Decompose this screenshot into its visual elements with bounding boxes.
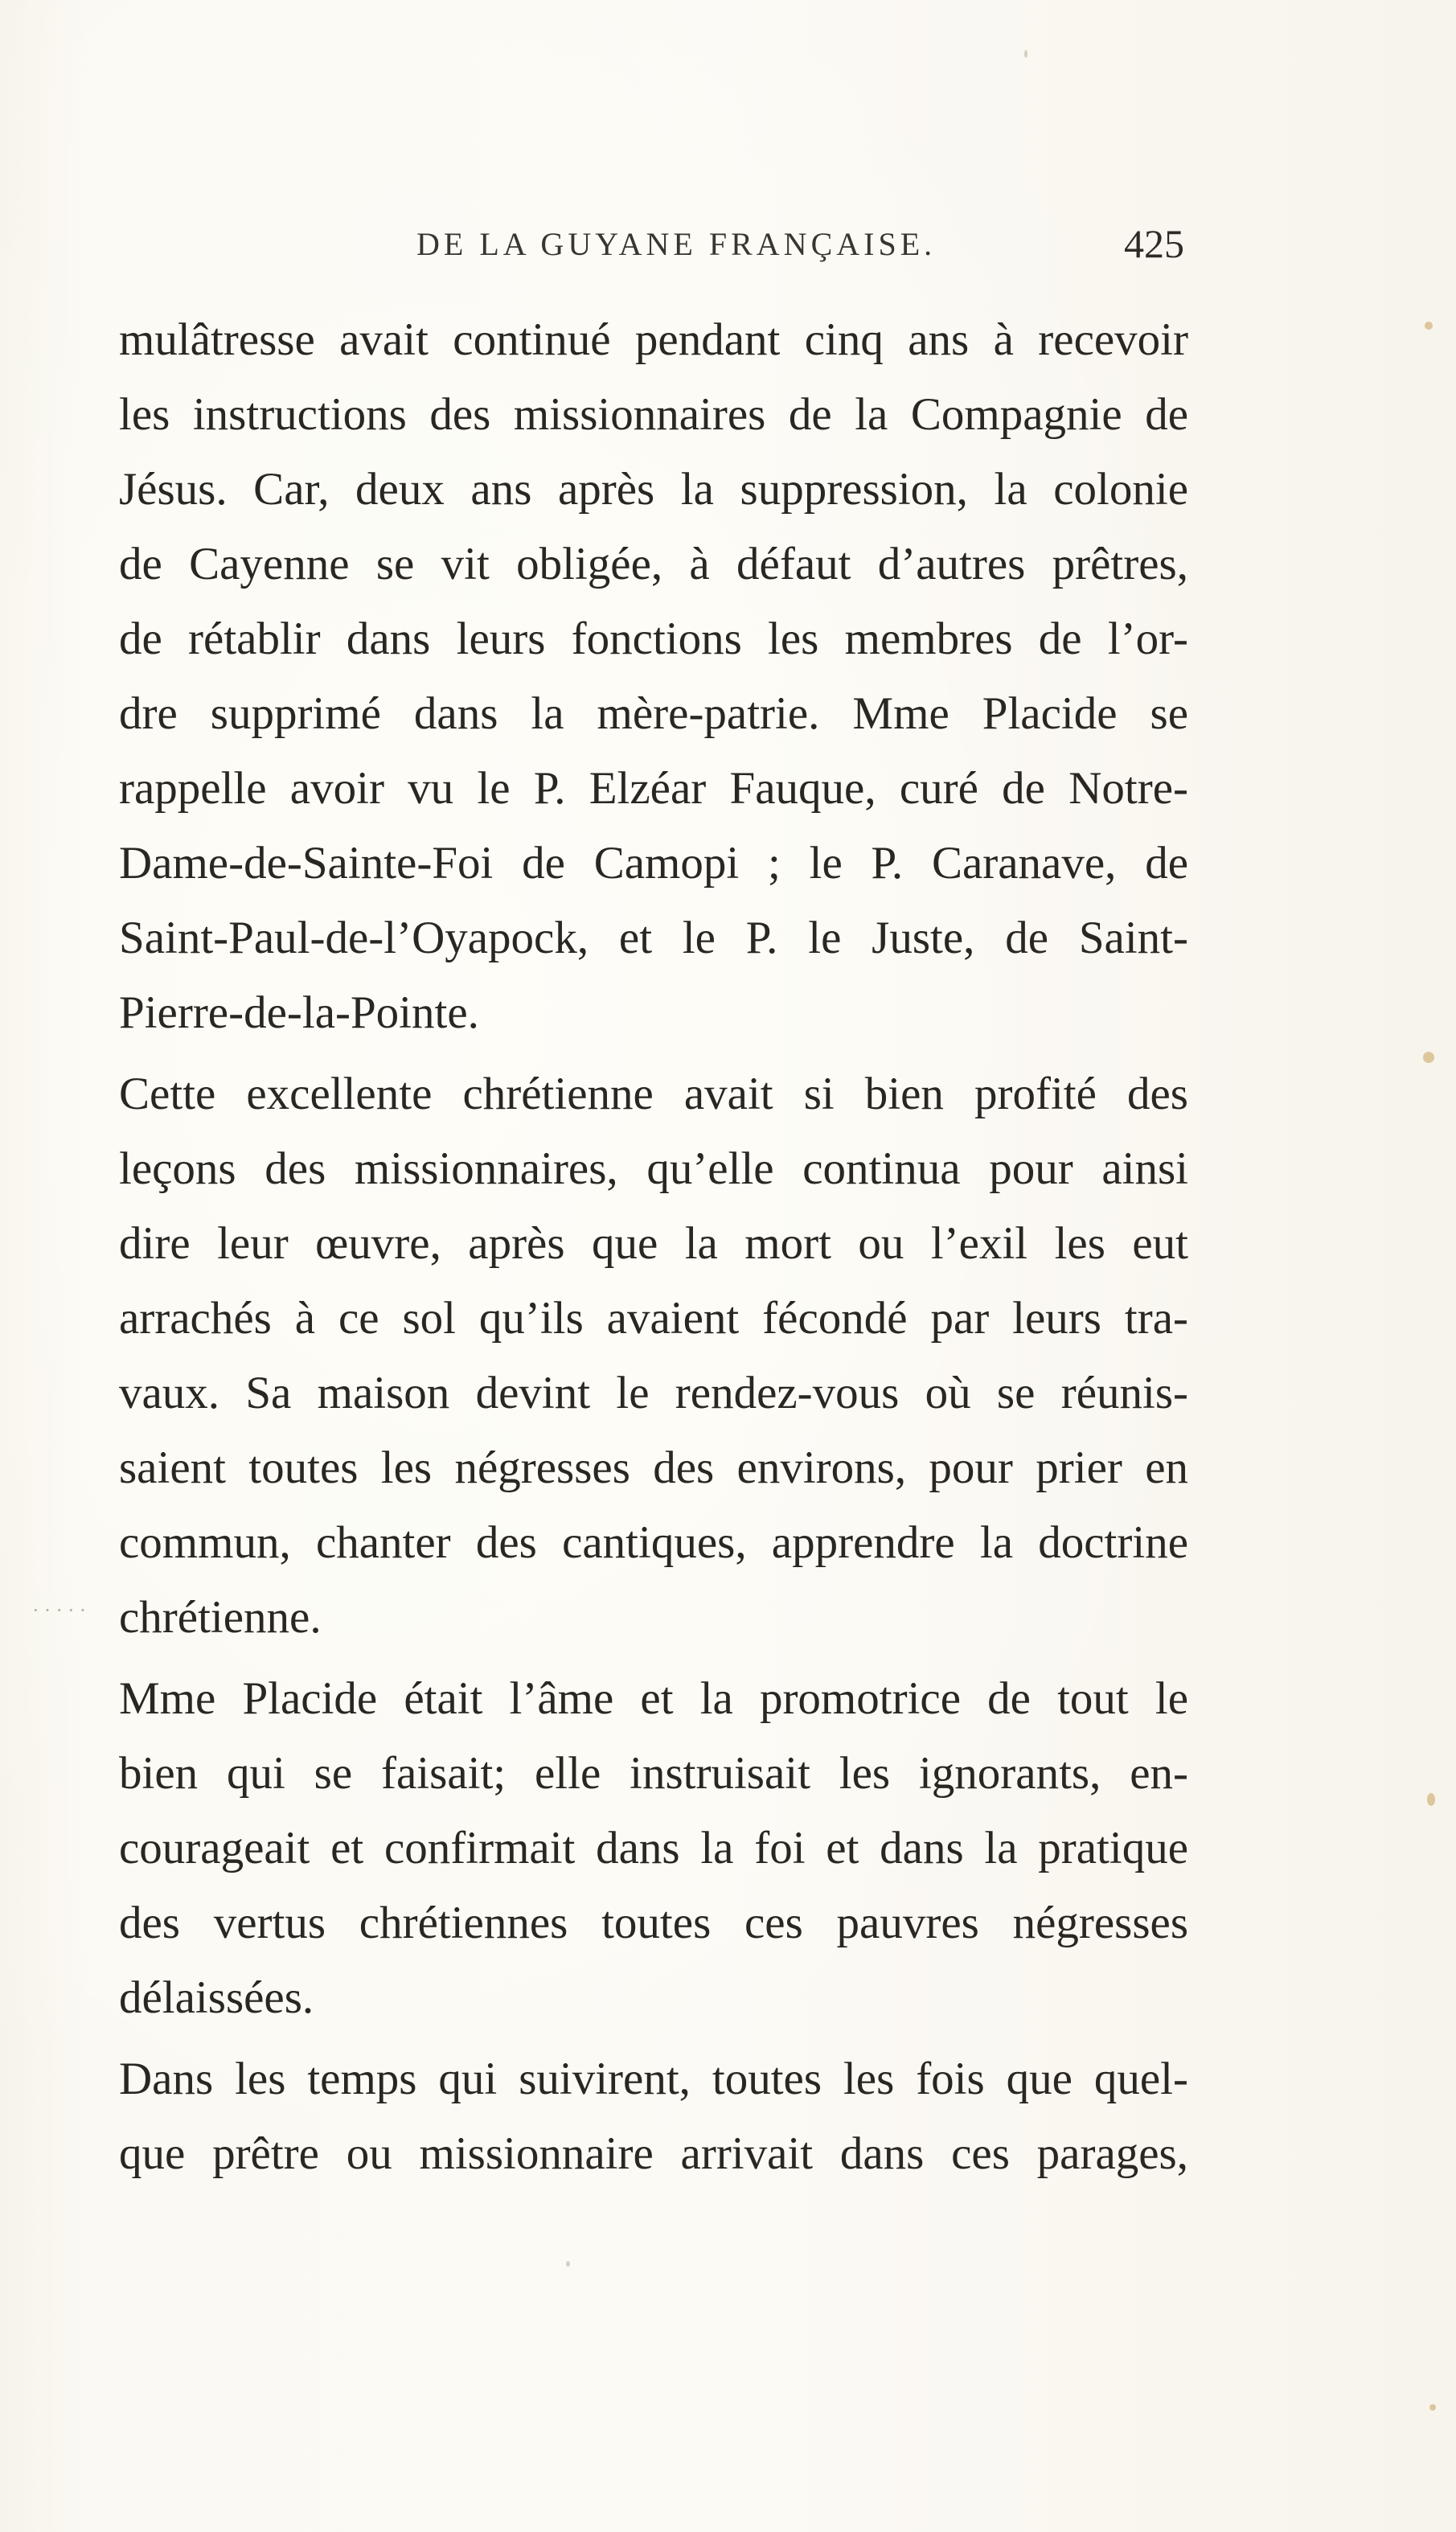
text-line: bien qui se faisait; elle instruisait les ignorants, en- <box>119 1748 1188 1799</box>
running-head <box>0 221 1456 273</box>
text-line: délaissées. <box>119 1972 314 2023</box>
text-line: leçons des missionnaires, qu’elle continua pour ainsi <box>119 1143 1188 1194</box>
text-line: vaux. Sa maison devint le rendez-vous où se réunis- <box>119 1368 1188 1418</box>
text-line: Pierre-de-la-Pointe. <box>119 987 479 1038</box>
text-line: dre supprimé dans la mère-patrie. Mme Placide se <box>119 688 1188 739</box>
text-line: arrachés à ce sol qu’ils avaient fécondé par leurs tra- <box>119 1293 1188 1344</box>
text-line: Dans les temps qui suivirent, toutes les fois que quel- <box>119 2054 1188 2104</box>
text-line: des vertus chrétiennes toutes ces pauvres négresses <box>119 1898 1188 1948</box>
paper-speck <box>1429 2404 1436 2411</box>
paragraph-3 <box>119 1661 1188 2035</box>
body-text <box>119 302 1188 2191</box>
paragraph-gap <box>119 2035 1188 2042</box>
margin-dots-decoration: ····· <box>32 1598 92 1622</box>
text-line: que prêtre ou missionnaire arrivait dans ces parages, <box>119 2128 1188 2179</box>
text-line: Jésus. Car, deux ans après la suppression, la colonie <box>119 464 1188 515</box>
text-line: chrétienne. <box>119 1592 322 1643</box>
paragraph-1 <box>119 302 1188 1050</box>
text-line: rappelle avoir vu le P. Elzéar Fauque, curé de Notre- <box>119 763 1188 814</box>
text-line: de Cayenne se vit obligée, à défaut d’autres prêtres, <box>119 539 1188 589</box>
paragraph-gap <box>119 1050 1188 1057</box>
paragraph-2 <box>119 1057 1188 1655</box>
text-line: commun, chanter des cantiques, apprendre la doctrine <box>119 1517 1188 1568</box>
text-line: de rétablir dans leurs fonctions les membres de l’or- <box>119 614 1188 664</box>
paragraph-gap <box>119 1655 1188 1661</box>
paper-speck <box>1427 1793 1435 1806</box>
text-line: courageait et confirmait dans la foi et dans la pratique <box>119 1823 1188 1873</box>
text-line: saient toutes les négresses des environs, pour prier en <box>119 1442 1188 1493</box>
text-line: Mme Placide était l’âme et la promotrice de tout le <box>119 1673 1188 1724</box>
paper-speck <box>566 2261 570 2267</box>
paragraph-4 <box>119 2042 1188 2191</box>
paper-speck <box>1024 50 1027 58</box>
text-line: les instructions des missionnaires de la Compagnie de <box>119 389 1188 440</box>
paper-speck <box>1425 322 1433 330</box>
text-line: Saint-Paul-de-l’Oyapock, et le P. le Juste, de Saint- <box>119 913 1188 963</box>
page-number: 425 <box>1124 221 1184 266</box>
text-line: Dame-de-Sainte-Foi de Camopi ; le P. Caranave, de <box>119 838 1188 888</box>
running-title: DE LA GUYANE FRANÇAISE. <box>416 226 937 262</box>
text-line: mulâtresse avait continué pendant cinq ans à recevoir <box>119 314 1188 365</box>
text-line: Cette excellente chrétienne avait si bien profité des <box>119 1069 1188 1119</box>
paper-speck <box>1423 1052 1434 1063</box>
text-line: dire leur œuvre, après que la mort ou l’exil les eut <box>119 1218 1188 1269</box>
